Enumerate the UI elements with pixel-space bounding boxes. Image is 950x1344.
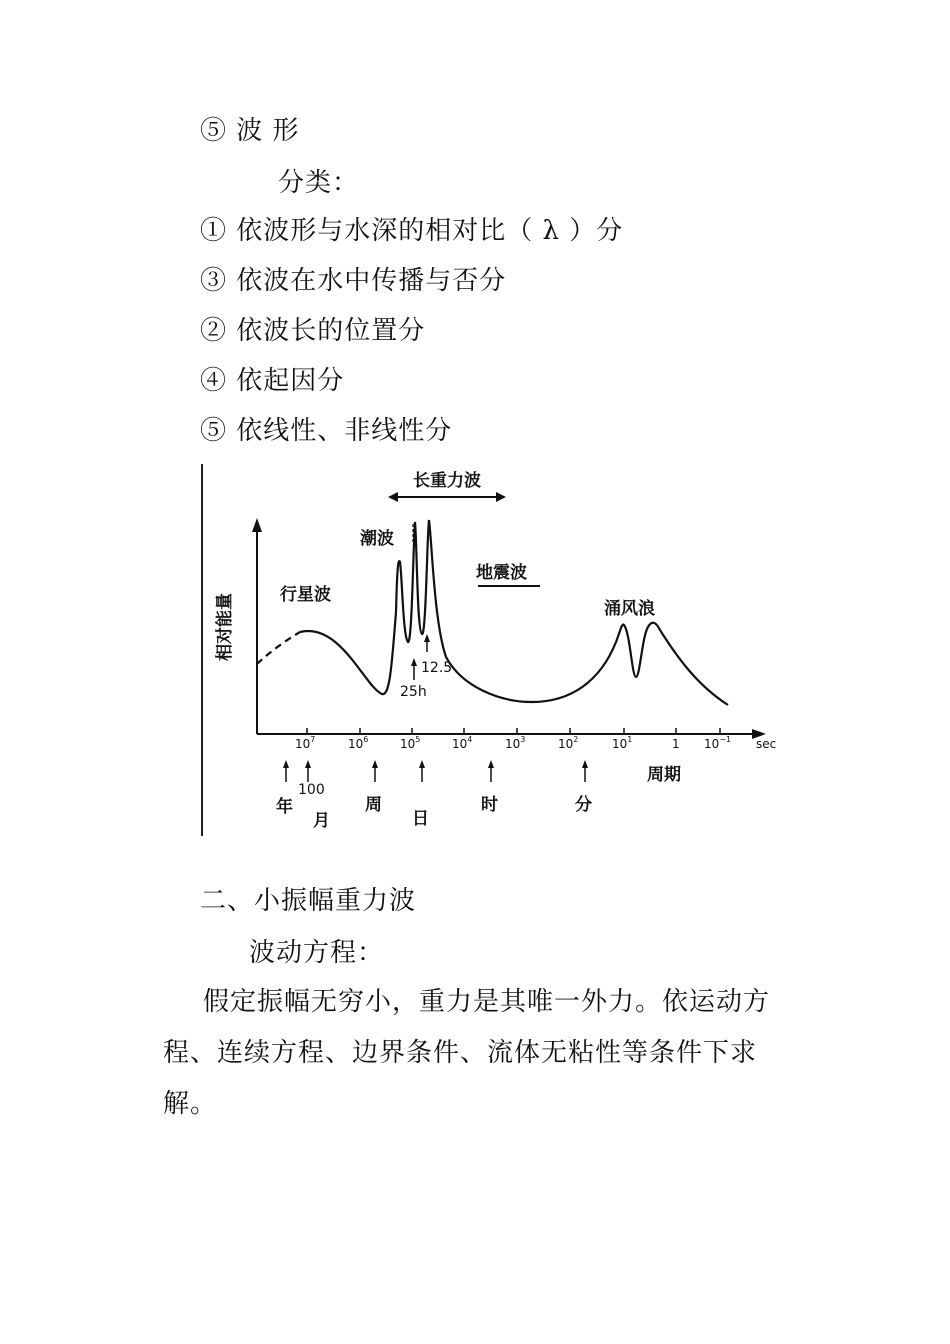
x-tick-label: $10^7$ (295, 735, 316, 751)
period-25h-label: 25h (400, 684, 427, 700)
long-gravity-wave-label: 长重力波 (413, 471, 481, 491)
year-label: 年 (276, 797, 293, 817)
classification-label: 分类： (278, 168, 360, 198)
x-tick-label: $10^5$ (400, 735, 421, 751)
spectrum-curve-dashed (257, 632, 300, 664)
body-paragraph: 假定振幅无穷小，重力是其唯一外力。依运动方程、连续方程、边界条件、流体无粘性等条件下求解。 (163, 987, 771, 1119)
hundred-label: 100 (298, 782, 325, 798)
x-tick-label: $10^{-1}$ (704, 735, 732, 751)
y-axis-arrow (252, 518, 262, 532)
planetary-wave-label: 行星波 (280, 585, 331, 605)
x-tick-label: 1 (672, 737, 680, 751)
list-item: ⑤ 依线性、非线性分 (200, 416, 453, 446)
day-label: 日 (412, 809, 429, 829)
seismic-wave-label: 地震波 (476, 563, 527, 583)
x-tick-label: $10^4$ (452, 735, 473, 751)
week-label: 周 (365, 795, 382, 815)
list-item: ③ 依波在水中传播与否分 (200, 266, 507, 296)
x-tick-label: $10^6$ (348, 735, 369, 751)
arrow-head (411, 658, 417, 666)
month-label: 月 (313, 811, 330, 831)
wave-equation-label: 波动方程： (249, 938, 385, 968)
tidal-wave-label: 潮波 (360, 529, 394, 549)
hour-label: 时 (481, 795, 498, 815)
x-unit-label: sec (756, 737, 777, 751)
x-axis-label: 周期 (647, 765, 681, 785)
list-item: ④ 依起因分 (200, 366, 345, 396)
section-2-title: 二、小振幅重力波 (200, 886, 417, 916)
arrow-head (424, 634, 430, 642)
arrow-head-left (388, 492, 398, 502)
x-tick-label: $10^1$ (612, 735, 633, 751)
swell-label: 涌风浪 (604, 599, 655, 619)
y-axis-label: 相对能量 (215, 593, 235, 661)
section-5-title: ⑤ 波 形 (200, 116, 300, 146)
period-12-5-label: 12.5 (421, 660, 453, 676)
minute-label: 分 (575, 795, 592, 815)
list-item: ② 依波长的位置分 (200, 316, 426, 346)
wave-energy-spectrum-figure (200, 462, 790, 838)
arrow-head-right (496, 492, 506, 502)
list-item: ① 依波形与水深的相对比（ λ ）分 (200, 216, 624, 246)
x-tick-label: $10^3$ (505, 735, 526, 751)
x-tick-label: $10^2$ (558, 735, 579, 751)
